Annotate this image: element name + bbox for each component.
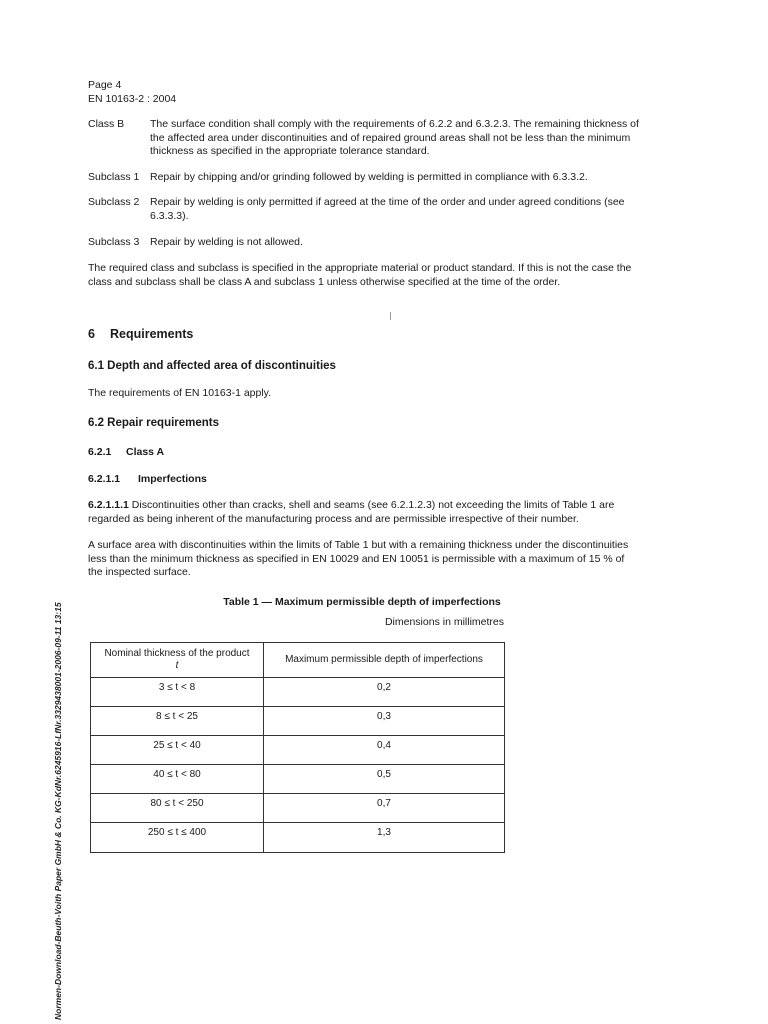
col1-header (91, 643, 264, 678)
section-6-1-text: The requirements of EN 10163-1 apply. (88, 387, 272, 399)
range-cell: 8 ≤ t < 25 (91, 707, 264, 736)
range-cell: 25 ≤ t < 40 (91, 736, 264, 765)
table-row (91, 736, 505, 765)
table-row (91, 823, 505, 853)
section-6-heading (88, 328, 193, 342)
download-stamp: Normen-Download-Beuth-Voith Paper GmbH & Co. KG-KdNr.6245916-LfNr.3329438001-2006-09-11 13:15 (53, 602, 63, 1020)
depth-table (90, 642, 505, 853)
subclass-2-label: Subclass 2 (88, 196, 140, 208)
subclass-1 (88, 171, 648, 185)
subclass-2-text: Repair by welding is only permitted if agreed at the time of the order and under agreed conditions (see 6.3.3.3). (150, 196, 625, 222)
depth-cell: 0,4 (264, 736, 505, 765)
table-row (91, 765, 505, 794)
range-cell: 80 ≤ t < 250 (91, 794, 264, 823)
depth-cell: 0,7 (264, 794, 505, 823)
section-6-2-1-1-1 (88, 499, 636, 526)
page-header (88, 78, 176, 106)
depth-cell: 0,3 (264, 707, 505, 736)
table-dimensions: Dimensions in millimetres (384, 616, 504, 628)
page-number: Page 4 (88, 79, 122, 91)
range-cell: 250 ≤ t ≤ 400 (91, 823, 264, 853)
depth-cell: 0,5 (264, 765, 505, 794)
table-header-row (91, 643, 505, 678)
class-b-label: Class B (88, 118, 125, 130)
section-6-1-heading: 6.1 Depth and affected area of discontinuities (88, 360, 336, 372)
section-6-2-1-title: Class A (126, 446, 165, 458)
subclass-1-label: Subclass 1 (88, 171, 140, 183)
subclass-1-text: Repair by chipping and/or grinding followed by welding is permitted in compliance with 6.3.3.2. (150, 171, 588, 183)
table-row (91, 707, 505, 736)
class-b-clause (88, 118, 648, 160)
depth-cell: 0,2 (264, 678, 505, 707)
section-6-2-1-1-number: 6.2.1.1 (88, 473, 121, 485)
range-cell: 40 ≤ t < 80 (91, 765, 264, 794)
table-caption: Table 1 — Maximum permissible depth of imperfections (223, 596, 501, 608)
table-row (91, 678, 505, 707)
depth-cell: 1,3 (264, 823, 505, 853)
section-6-title: Requirements (110, 327, 194, 341)
margin-mark (390, 312, 391, 320)
col2-header: Maximum permissible depth of imperfections (264, 643, 505, 678)
section-6-number: 6 (88, 327, 95, 341)
subclass-2 (88, 196, 648, 224)
section-6-2-1-heading (88, 446, 164, 460)
class-paragraph: The required class and subclass is specified in the appropriate material or product standard. If this is not the case the class and subclass shall be class A and subclass 1 unless otherwise specified at the time of the order. (88, 262, 632, 288)
surface-paragraph: A surface area with discontinuities within the limits of Table 1 but with a remaining thickness under the discontinuities less than the minimum thickness as specified in EN 10029 and EN 10051 is permissible with a maximum of 15 % of the inspected surface. (88, 539, 629, 578)
section-6-2-heading: 6.2 Repair requirements (88, 417, 220, 429)
section-6-2-1-number: 6.2.1 (88, 446, 112, 458)
subclass-3-text: Repair by welding is not allowed. (150, 236, 303, 248)
col1-header-text: Nominal thickness of the product (104, 648, 250, 659)
section-6-2-1-1-title: Imperfections (138, 473, 207, 485)
col1-symbol: t (175, 660, 179, 671)
standard-id: EN 10163-2 : 2004 (88, 93, 177, 105)
subclass-3-label: Subclass 3 (88, 236, 140, 248)
range-cell: 3 ≤ t < 8 (91, 678, 264, 707)
section-6-2-1-1-1-number: 6.2.1.1.1 (88, 499, 129, 511)
section-6-2-1-1-heading (88, 473, 207, 487)
table-row (91, 794, 505, 823)
subclass-3 (88, 236, 648, 250)
section-6-2-1-1-1-text: Discontinuities other than cracks, shell and seams (see 6.2.1.2.3) not exceeding the limits of Table 1 are regarded as being inherent of the manufacturing process and are permissible irrespective of their number. (88, 499, 615, 525)
class-b-text: The surface condition shall comply with the requirements of 6.2.2 and 6.3.2.3. The remaining thickness of the affected area under discontinuities and of repaired ground areas shall not be less than the minimum thickness as specified in the appropriate tolerance standard. (150, 118, 639, 157)
